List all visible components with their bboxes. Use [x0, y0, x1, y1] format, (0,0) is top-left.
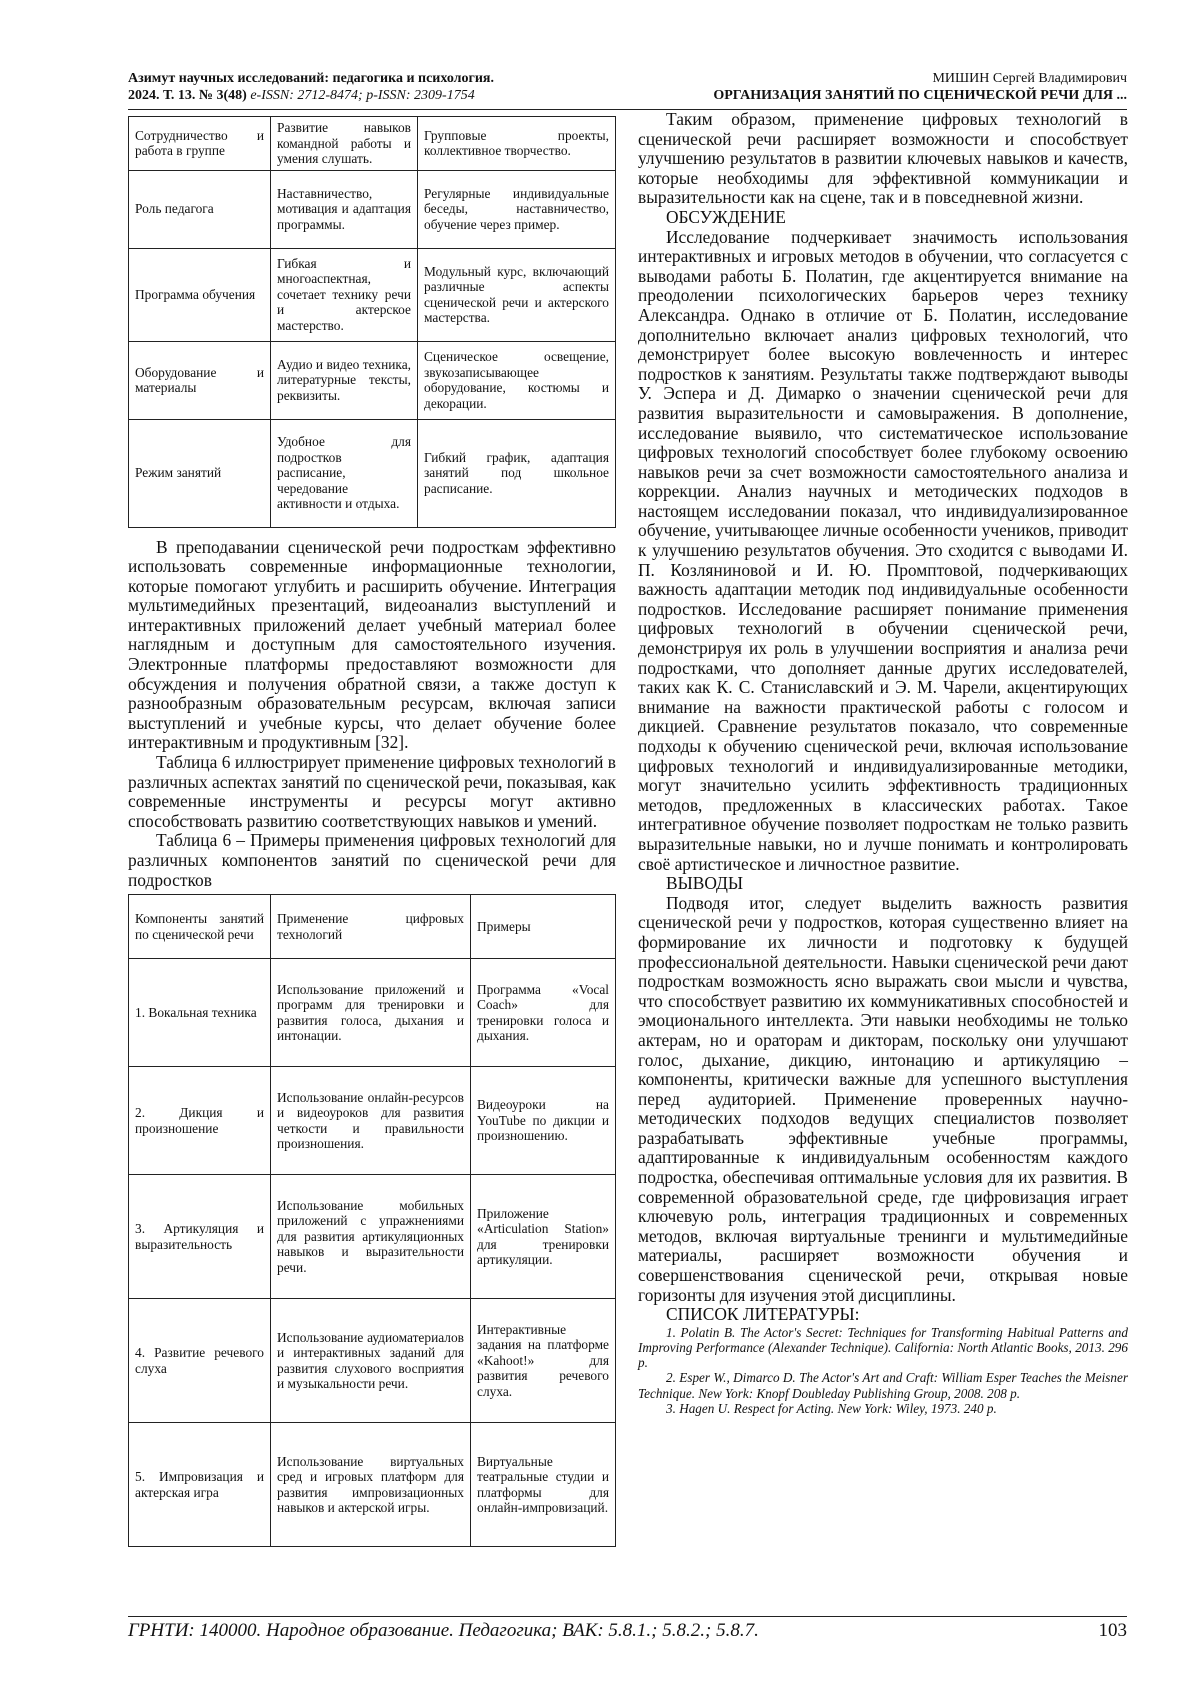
table-cell: Программа «Vocal Coach» для тренировки голоса и дыхания. [471, 959, 616, 1067]
paragraph: Таблица 6 иллюстрирует применение цифровых технологий в различных аспектах занятий по сценической речи, показывая, как современные инструменты и ресурсы могут активно способствовать развитию соответствующих навыков и умений. [128, 752, 616, 831]
table-6 [128, 894, 616, 1547]
section-heading-references: СПИСОК ЛИТЕРАТУРЫ: [666, 1304, 860, 1325]
table-cell: Модульный курс, включающий различные аспекты сценической речи и актерского мастерства. [418, 248, 616, 341]
reference-list [638, 1325, 1128, 1416]
article-title-short: ОРГАНИЗАЦИЯ ЗАНЯТИЙ ПО СЦЕНИЧЕСКОЙ РЕЧИ ДЛЯ ... [713, 88, 1127, 103]
table-cell: Сценическое освещение, звукозаписывающее оборудование, костюмы и декорации. [418, 341, 616, 419]
table-cell: Интерактивные задания на платформе «Kahoot!» для развития речевого слуха. [471, 1299, 616, 1423]
table-6-caption: Таблица 6 – Примеры применения цифровых технологий для различных компонентов занятий по сценической речи для подростков [128, 830, 616, 890]
table-cell: Программа обучения [129, 248, 271, 341]
reference-item: 3. Hagen U. Respect for Acting. New York: Wiley, 1973. 240 p. [666, 1400, 997, 1416]
paragraph: Подводя итог, следует выделить важность развития сценической речи у подростков, которая существенно влияет на формирование их личности и подготовку к будущей профессиональной деятельности. Навыки сценической речи дают подросткам возможность ясно выражать свои мысли и чувства, что способствует развитию их коммуникативных способностей и эмоционального интеллекта. Эти навыки необходимы не только актерам, но и ораторам и дикторам, поскольку они улучшают голос, дыхание, дикцию, интонацию и артикуляцию – компоненты, критически важные для успешного выступления перед аудиторией. Применение проверенных научно-методических подходов ведущих специалистов позволяет разрабатывать эффективные учебные программы, адаптированные к индивидуальным особенностям каждого подростка, обеспечивая оптимальные условия для их развития. В современной образовательной среде, где цифровизация играет ключевую роль, интеграция традиционных и современных методов, включая виртуальные тренинги и мультимедийные материалы, расширяет возможности обучения и совершенствования сценической речи, открывая новые горизонты для изучения этой дисциплины. [638, 892, 1128, 1305]
table-cell: Аудио и видео техника, литературные тексты, реквизиты. [271, 341, 418, 419]
paragraph: В преподавании сценической речи подросткам эффективно использовать современные информационные технологии, которые помогают углубить и расширить обучение. Интеграция мультимедийных презентаций, видеоанализ выступлений и интерактивных приложений делает учебный материал более наглядным и доступным для самостоятельного изучения. Электронные платформы предоставляют возможности для обсуждения и получения обратной связи, а также доступ к разнообразным образовательным ресурсам, включая записи выступлений и учебные курсы, что делает обучение более интерактивным и продуктивным [32]. [128, 536, 616, 753]
table-row [129, 248, 616, 341]
journal-volume: 2024. Т. 13. № 3(48) [128, 88, 247, 103]
section-heading-discussion: ОБСУЖДЕНИЕ [666, 206, 786, 227]
reference-item: 1. Polatin B. The Actor's Secret: Techniques for Transforming Habitual Patterns and Improving Performance (Alexander Technique). California: North Atlantic Books, 2013. 296 p. [638, 1324, 1128, 1371]
table-cell: Использование аудиоматериалов и интерактивных заданий для развития слухового восприятия и музыкальности речи. [271, 1299, 471, 1423]
journal-issn: e-ISSN: 2712-8474; p-ISSN: 2309-1754 [250, 88, 475, 103]
table-cell: Использование приложений и программ для тренировки и развития голоса, дыхания и интонации. [271, 959, 471, 1067]
table-cell: Использование мобильных приложений с упражнениями для развития артикуляционных навыков и выразительности речи. [271, 1175, 471, 1299]
table-cell: 5. Импровизация и актерская игра [129, 1423, 271, 1547]
table-cell: Развитие навыков командной работы и умения слушать. [271, 117, 418, 171]
table-cell: Групповые проекты, коллективное творчество. [418, 117, 616, 171]
table-cell: 3. Артикуляция и выразительность [129, 1175, 271, 1299]
journal-header [128, 70, 494, 104]
table-cell: Гибкий график, адаптация занятий под школьное расписание. [418, 419, 616, 527]
page-number: 103 [1098, 1620, 1127, 1641]
table-cell: 1. Вокальная техника [129, 959, 271, 1067]
table-cell: Режим занятий [129, 419, 271, 527]
table-row [129, 419, 616, 527]
table-cell: Видеоуроки на YouTube по дикции и произношению. [471, 1067, 616, 1175]
article-header [713, 70, 1127, 104]
table-cell: Оборудование и материалы [129, 341, 271, 419]
table-header-cell: Компоненты занятий по сценической речи [129, 895, 271, 959]
table-cell: 4. Развитие речевого слуха [129, 1299, 271, 1423]
table-row [129, 117, 616, 171]
table-cell: Использование онлайн-ресурсов и видеоуроков для развития четкости и правильности произношения. [271, 1067, 471, 1175]
table-header-cell: Примеры [471, 895, 616, 959]
paragraph: Таким образом, применение цифровых технологий в сценической речи расширяет возможности и способствует улучшению результатов в развитии ключевых навыков и качеств, которые необходимы для эффективной коммуникации и выразительности как на сцене, так и в повседневной жизни. [638, 109, 1128, 208]
table-cell: Приложение «Articulation Station» для тренировки артикуляции. [471, 1175, 616, 1299]
table-cell: Сотрудничество и работа в группе [129, 117, 271, 171]
table-cell: Роль педагога [129, 170, 271, 248]
table-row [129, 959, 616, 1067]
journal-title: Азимут научных исследований: педагогика и психология. [128, 71, 495, 86]
table-cell: Гибкая и многоаспектная, сочетает технику речи и актерское мастерство. [271, 248, 418, 341]
paragraph: Исследование подчеркивает значимость использования интерактивных и игровых методов в обучении, что согласуется с выводами работы Б. Полатин, где акцентируется внимание на преодолении психологических барьеров через технику Александра. Однако в отличие от Б. Полатин, исследование дополнительно включает анализ цифровых технологий, что демонстрирует более высокую вовлеченность и интерес подростков к занятиям. Результаты также подтверждают выводы У. Эспера и Д. Димарко о значении сценической речи для развития выразительности и самовыражения. В дополнение, исследование выявило, что систематическое использование цифровых технологий способствует более глубокому освоению навыков речи за счет возможности самостоятельного анализа и коррекции. Анализ научных и методических подходов в настоящем исследовании показал, что индивидуализированное обучение, учитывающее личные особенности учеников, приводит к улучшению результатов обучения. Это сходится с выводами И. П. Козляниновой и И. Ю. Промптовой, подчеркивающих важность адаптации методик под индивидуальные особенности подростков. Исследование расширяет понимание применения цифровых технологий в обучении сценической речи, демонстрируя их роль в улучшении восприятия и анализа речи подростками, что дополняет данные других исследователей, таких как К. С. Станиславский и Э. М. Чарели, акцентирующих внимание на важности практической работы с голосом и дикцией. Сравнение результатов показало, что современные подходы к обучению сценической речи, включая использование цифровых технологий и индивидуализированные методики, могут значительно усилить эффективность традиционных методов, предложенных в классических работах. Такое интегративное обучение позволяет подросткам не только развить выразительные навыки, но и лучше понимать и контролировать своё артистическое и личностное развитие. [638, 226, 1128, 874]
table-cell: Регулярные индивидуальные беседы, наставничество, обучение через пример. [418, 170, 616, 248]
table-header-cell: Применение цифровых технологий [271, 895, 471, 959]
section-heading-conclusions: ВЫВОДЫ [666, 873, 744, 894]
author-name: МИШИН Сергей Владимирович [932, 71, 1127, 86]
table-cell: Использование виртуальных сред и игровых платформ для развития импровизационных навыков и актерской игры. [271, 1423, 471, 1547]
reference-item: 2. Esper W., Dimarco D. The Actor's Art and Craft: William Esper Teaches the Meisner Technique. New York: Knopf Doubleday Publishing Group, 2008. 208 p. [638, 1370, 1128, 1401]
table-5-continued [128, 116, 616, 528]
table-cell: Наставничество, мотивация и адаптация программы. [271, 170, 418, 248]
table-cell: Виртуальные театральные студии и платформы для онлайн-импровизаций. [471, 1423, 616, 1547]
table-row [129, 1299, 616, 1423]
table-header-row [129, 895, 616, 959]
table-cell: Удобное для подростков расписание, чередование активности и отдыха. [271, 419, 418, 527]
footer-classification: ГРНТИ: 140000. Народное образование. Педагогика; ВАК: 5.8.1.; 5.8.2.; 5.8.7. [128, 1620, 759, 1641]
table-row [129, 1067, 616, 1175]
table-cell: 2. Дикция и произношение [129, 1067, 271, 1175]
table-row [129, 1175, 616, 1299]
table-row [129, 1423, 616, 1547]
right-column [638, 110, 1128, 1416]
left-column [128, 116, 616, 1547]
footer-rule [128, 1616, 1127, 1617]
table-row [129, 341, 616, 419]
table-row [129, 170, 616, 248]
